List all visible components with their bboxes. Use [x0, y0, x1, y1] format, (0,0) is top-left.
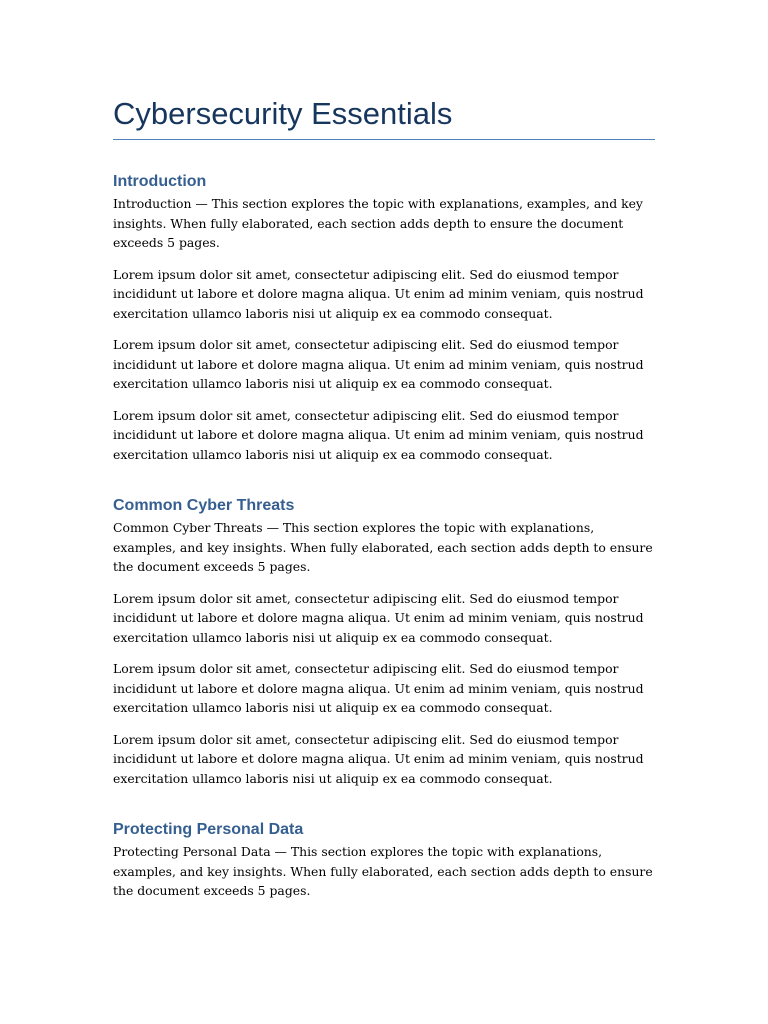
section-paragraph: Lorem ipsum dolor sit amet, consectetur adipiscing elit. Sed do eiusmod tempor incididunt ut labore et dolore magna aliqua. Ut enim ad minim veniam, quis nostrud exercitation ullamco laboris nisi ut aliquip ex ea commodo consequat.	[113, 407, 644, 462]
section-paragraph: Lorem ipsum dolor sit amet, consectetur adipiscing elit. Sed do eiusmod tempor incididunt ut labore et dolore magna aliqua. Ut enim ad minim veniam, quis nostrud exercitation ullamco laboris nisi ut aliquip ex ea commodo consequat.	[113, 266, 644, 321]
section-heading: Common Cyber Threats	[113, 497, 295, 514]
section-paragraph: Protecting Personal Data — This section explores the topic with explanations, examples, and key insights. When fully elaborated, each section adds depth to ensure the document exceeds 5 pages.	[113, 844, 653, 898]
section-paragraph: Introduction — This section explores the topic with explanations, examples, and key insights. When fully elaborated, each section adds depth to ensure the document exceeds 5 pages.	[113, 196, 643, 250]
section-protecting-personal-data	[113, 819, 655, 901]
section-heading: Introduction	[113, 173, 207, 190]
section-paragraph: Lorem ipsum dolor sit amet, consectetur adipiscing elit. Sed do eiusmod tempor incididunt ut labore et dolore magna aliqua. Ut enim ad minim veniam, quis nostrud exercitation ullamco laboris nisi ut aliquip ex ea commodo consequat.	[113, 731, 644, 786]
section-heading: Protecting Personal Data	[113, 821, 304, 838]
section-introduction	[113, 171, 655, 464]
section-paragraph: Common Cyber Threats — This section explores the topic with explanations, examples, and key insights. When fully elaborated, each section adds depth to ensure the document exceeds 5 pages.	[113, 520, 653, 574]
section-paragraph: Lorem ipsum dolor sit amet, consectetur adipiscing elit. Sed do eiusmod tempor incididunt ut labore et dolore magna aliqua. Ut enim ad minim veniam, quis nostrud exercitation ullamco laboris nisi ut aliquip ex ea commodo consequat.	[113, 661, 644, 715]
document-page	[113, 92, 655, 901]
section-paragraph: Lorem ipsum dolor sit amet, consectetur adipiscing elit. Sed do eiusmod tempor incididunt ut labore et dolore magna aliqua. Ut enim ad minim veniam, quis nostrud exercitation ullamco laboris nisi ut aliquip ex ea commodo consequat.	[113, 590, 644, 645]
document-title: Cybersecurity Essentials	[113, 92, 655, 140]
section-paragraph: Lorem ipsum dolor sit amet, consectetur adipiscing elit. Sed do eiusmod tempor incididunt ut labore et dolore magna aliqua. Ut enim ad minim veniam, quis nostrud exercitation ullamco laboris nisi ut aliquip ex ea commodo consequat.	[113, 337, 644, 391]
section-common-cyber-threats	[113, 495, 655, 788]
